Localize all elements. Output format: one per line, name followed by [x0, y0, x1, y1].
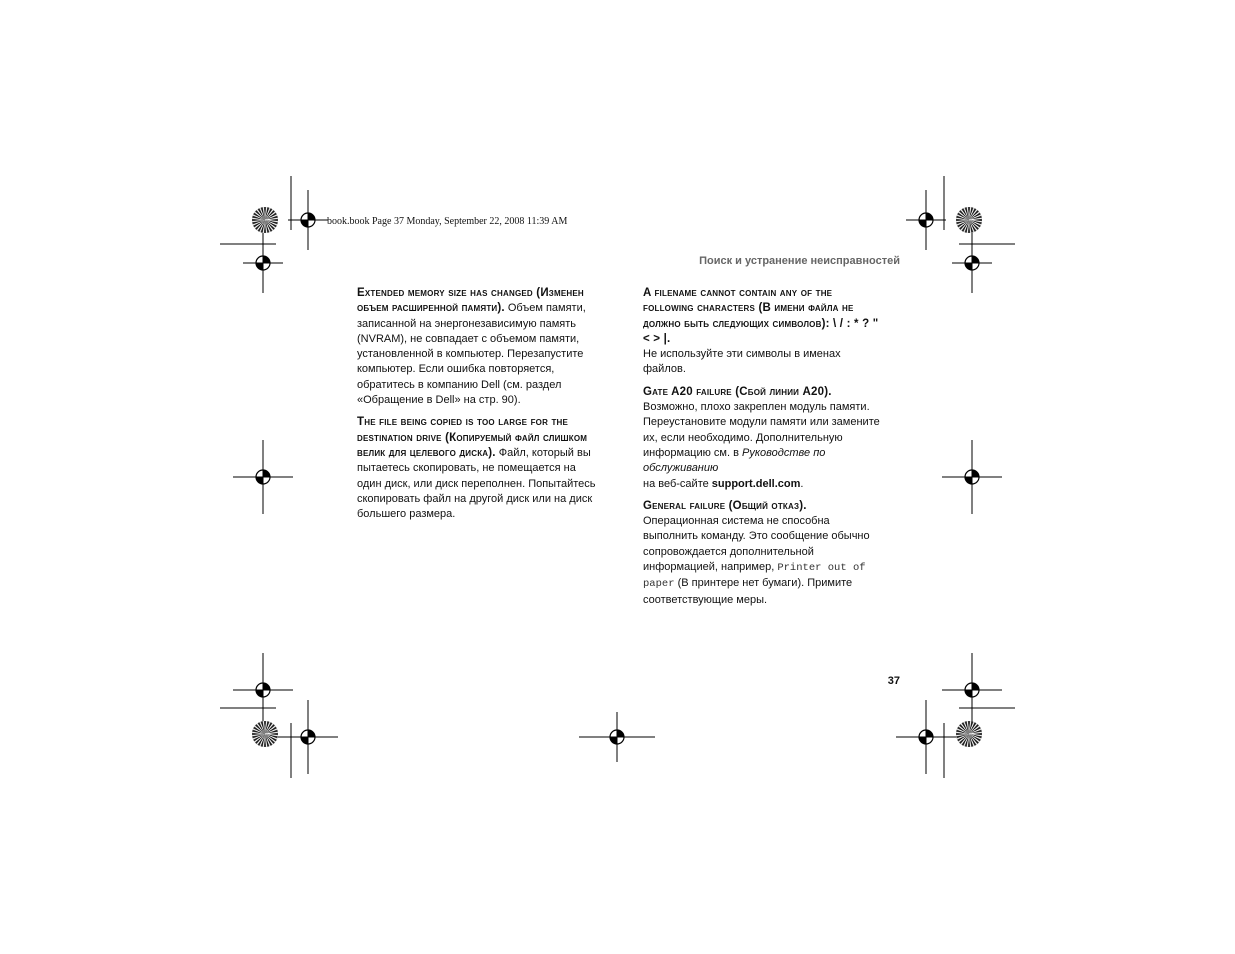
crosshair-mark [243, 233, 283, 293]
registration-star-icon [252, 207, 278, 233]
crosshair-mark [233, 440, 293, 514]
entry-body-text: Операционная система не способна выполнить команду. Это сообщение обычно сопровождается дополнительной информацией, например, [643, 515, 870, 574]
right-column [643, 286, 883, 615]
crosshair-mark [906, 190, 946, 250]
file-slug: book.book Page 37 Monday, September 22, 2008 11:39 AM [327, 216, 568, 227]
crosshair-mark [579, 712, 655, 762]
entry-file-too-large [357, 415, 597, 522]
crosshair-mark [896, 700, 956, 774]
entry-body-text: . [800, 477, 804, 490]
crosshair-mark [942, 653, 1002, 727]
running-head: Поиск и устранение неисправностей [699, 255, 900, 267]
entry-body-text: Возможно, плохо закреплен модуль памяти. Переустановите модули памяти или замените их, если необходимо. Дополнительную информацию см. в [643, 401, 880, 459]
entry-gate-a20 [643, 385, 883, 492]
entry-body: Файл, который вы пытаетесь скопировать, не помещается на один диск, или диск переполнен. Попытайтесь скопировать файл на другой диск или на диск большего размера. [357, 446, 596, 521]
entry-extended-memory [357, 286, 597, 408]
page-number: 37 [887, 675, 900, 687]
entry-body-text: (В принтере нет бумаги). Примите соответствующие меры. [643, 577, 853, 606]
entry-body-text: на веб-сайте [643, 477, 712, 490]
entry-heading: General failure (Общий отказ). [643, 499, 807, 512]
crosshair-mark [233, 653, 293, 727]
entry-body: Объем памяти, записанной на энергонезависимую память (NVRAM), не совпадает с объемом памяти, установленной в компьютер. Перезапустите компьютер. Если ошибка повторяется, обратитесь в компанию Dell (см. раздел «Обращение в Dell» на стр. 90). [357, 302, 586, 407]
entry-heading: Extended memory size has changed (Изменен объем расширенной памяти). [357, 287, 584, 315]
crosshair-mark [278, 700, 338, 774]
error-message-example: Printer out of paper [643, 562, 866, 591]
entry-general-failure [643, 499, 883, 608]
support-website: support.dell.com [711, 477, 801, 490]
registration-star-icon [252, 721, 278, 747]
registration-star-icon [956, 721, 982, 747]
crosshair-mark [288, 190, 328, 250]
crosshair-mark [952, 233, 992, 293]
entry-filename-characters [643, 286, 883, 378]
left-column [357, 286, 597, 529]
registration-star-icon [956, 207, 982, 233]
entry-heading: The file being copied is too large for the destination drive (Копируемый файл слишком велик для целевого диска). [357, 416, 588, 459]
entry-heading: Gate A20 failure (Сбой линии A20). [643, 385, 832, 398]
entry-heading: A filename cannot contain any of the following characters (В имени файла не должно быть следующих символов): \ / : * ? " < > |. [643, 287, 879, 345]
entry-body: Не используйте эти символы в именах файлов. [643, 348, 841, 376]
service-manual-title: Руководстве по обслуживанию [643, 446, 826, 475]
crosshair-mark [942, 440, 1002, 514]
